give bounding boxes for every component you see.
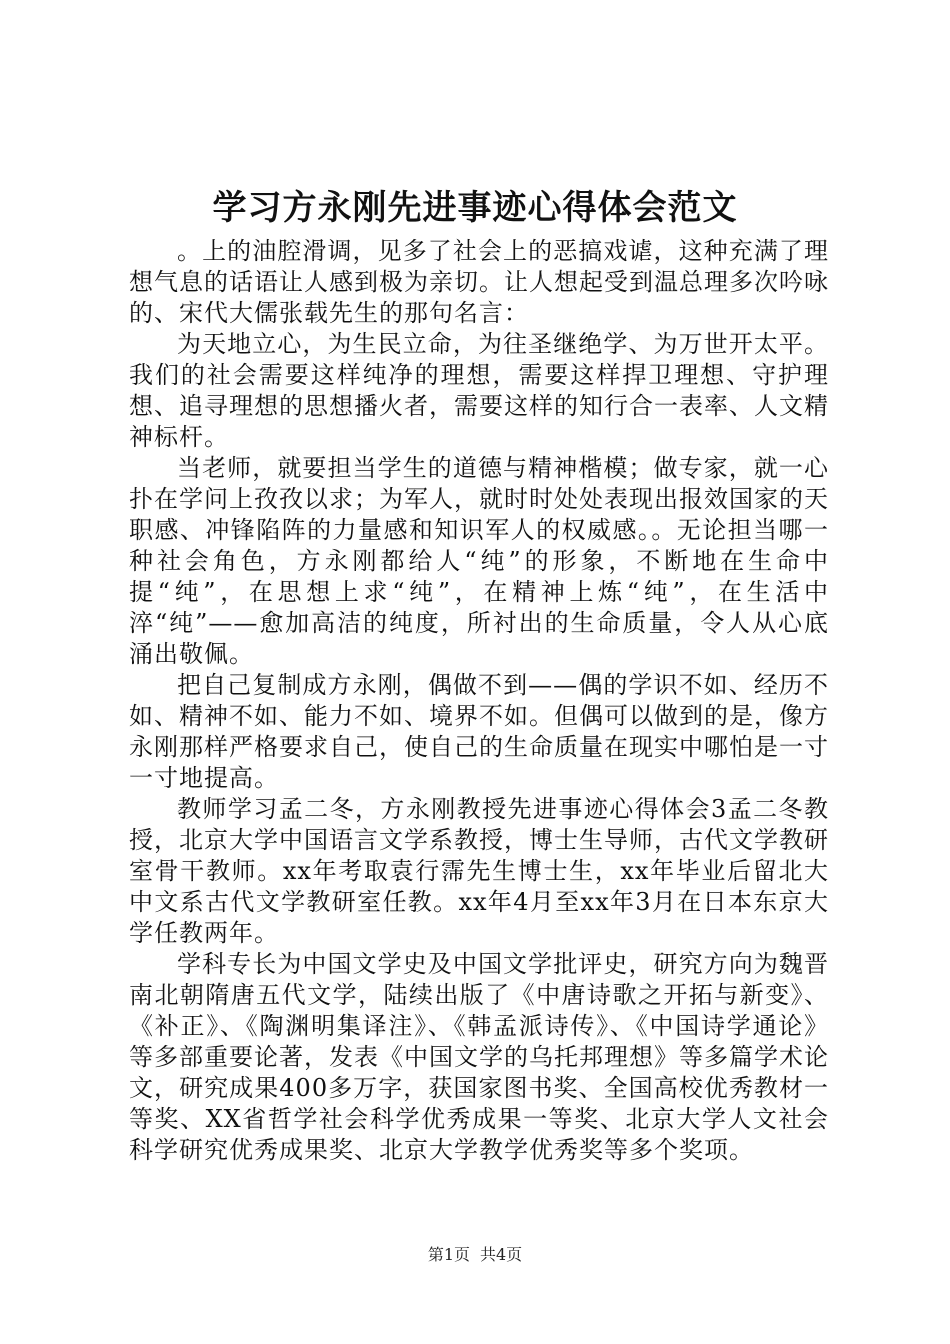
page-total: 共4页 [480, 1245, 523, 1264]
paragraph: 教师学习孟二冬，方永刚教授先进事迹心得体会3孟二冬教授，北京大学中国语言文学系教授，博士生导师，古代文学教研室骨干教师。xx年考取袁行霈先生博士生，xx年毕业后留北大中文系古代文学教研室任教。xx年4月至xx年3月在日本东京大学任教两年。 [129, 795, 829, 947]
page-number: 第1页 [427, 1245, 470, 1264]
document-body [129, 236, 829, 1166]
paragraph: 学科专长为中国文学史及中国文学批评史，研究方向为魏晋南北朝隋唐五代文学，陆续出版了《中唐诗歌之开拓与新变》、《补正》、《陶渊明集译注》、《韩孟派诗传》、《中国诗学通论》等多部重要论著，发表《中国文学的乌托邦理想》等多篇学术论文，研究成果400多万字，获国家图书奖、全国高校优秀教材一等奖、XX省哲学社会科学优秀成果一等奖、北京大学人文社会科学研究优秀成果奖、北京大学教学优秀奖等多个奖项。 [129, 950, 829, 1164]
paragraph: 为天地立心，为生民立命，为往圣继绝学、为万世开太平。我们的社会需要这样纯净的理想，需要这样捍卫理想、守护理想、追寻理想的思想播火者，需要这样的知行合一表率、人文精神标杆。 [129, 330, 829, 451]
paragraph: 。上的油腔滑调，见多了社会上的恶搞戏谑，这种充满了理想气息的话语让人感到极为亲切。让人想起受到温总理多次吟咏的、宋代大儒张载先生的那句名言： [129, 237, 829, 327]
page-title: 学习方永刚先进事迹心得体会范文 [212, 188, 738, 228]
paragraph: 把自己复制成方永刚，偶做不到——偶的学识不如、经历不如、精神不如、能力不如、境界不如。但偶可以做到的是，像方永刚那样严格要求自己，使自己的生命质量在现实中哪怕是一寸一寸地提高。 [129, 671, 829, 792]
paragraph: 当老师，就要担当学生的道德与精神楷模；做专家，就一心扑在学问上孜孜以求；为军人，就时时处处表现出报效国家的天职感、冲锋陷阵的力量感和知识军人的权威感。。无论担当哪一种社会角色，方永刚都给人“纯”的形象，不断地在生命中提“纯”，在思想上求“纯”，在精神上炼“纯”，在生活中淬“纯”——愈加高洁的纯度，所衬出的生命质量，令人从心底涌出敬佩。 [129, 454, 829, 668]
page-footer [0, 1245, 950, 1265]
